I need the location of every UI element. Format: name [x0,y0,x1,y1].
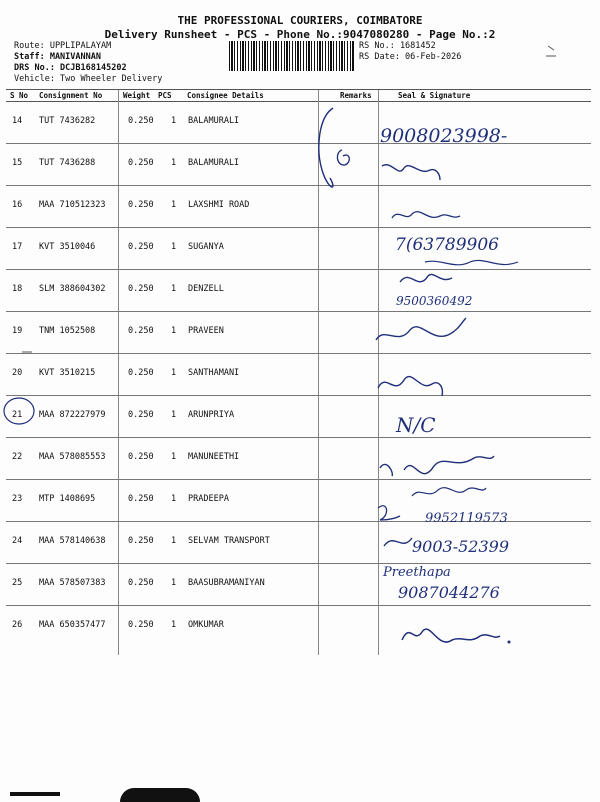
row-pcs: 1 [171,242,177,252]
row-consignee: DENZELL [188,284,224,294]
row-pcs: 1 [171,158,177,168]
row-consignment: MAA 578507383 [39,578,106,588]
row-consignment: KVT 3510215 [39,368,96,378]
table-row [6,396,591,438]
table-row [6,606,591,647]
header-weight: Weight [123,91,151,100]
table-row [6,186,591,228]
row-consignee: SUGANYA [188,242,224,252]
header-consignee: Consignee Details [187,91,264,100]
row-consignment: MAA 650357477 [39,620,106,630]
row-consignee: MANUNEETHI [188,452,240,462]
row-pcs: 1 [171,620,177,630]
row-weight: 0.250 [128,494,154,504]
runsheet-table [6,89,591,655]
header-remarks: Remarks [340,91,372,100]
row-sno: 16 [12,200,23,210]
handwritten-phone: 9087044276 [398,583,500,602]
row-consignee: LAXSHMI ROAD [188,200,250,210]
handwritten-phone: 9500360492 [396,294,473,308]
rs-date: RS Date: 06-Feb-2026 [359,52,462,62]
row-weight: 0.250 [128,578,154,588]
route-text: Route: UPPLIPALAYAM [14,41,112,51]
runsheet-right-info [359,41,461,63]
row-pcs: 1 [171,452,177,462]
header-sno: S No [10,91,29,100]
row-sno: 17 [12,242,23,252]
table-header [6,90,591,102]
row-sno: 14 [12,116,23,126]
barcode-image [229,41,355,71]
row-pcs: 1 [171,494,177,504]
row-consignee: BAASUBRAMANIYAN [188,578,265,588]
header-seal: Seal & Signature [398,91,471,100]
row-sno: 20 [12,368,23,378]
row-weight: 0.250 [128,452,154,462]
table-row [6,480,591,522]
header-consignment: Consignment No [39,91,103,100]
row-pcs: 1 [171,536,177,546]
row-consignee: BALAMURALI [188,116,240,126]
handwritten-phone: 7(63789906 [395,235,499,255]
row-pcs: 1 [171,200,177,210]
row-sno: 26 [12,620,23,630]
row-consignee: OMKUMAR [188,620,224,630]
table-row [6,144,591,186]
row-consignment: MAA 710512323 [39,200,106,210]
row-consignment: TUT 7436288 [39,158,96,168]
runsheet-left-info [14,41,162,85]
table-row [6,312,591,354]
row-weight: 0.250 [128,284,154,294]
row-weight: 0.250 [128,116,154,126]
row-consignee: ARUNPRIYA [188,410,235,420]
row-pcs: 1 [171,326,177,336]
drs-number: DRS No.: DCJB168145202 [14,63,127,73]
row-weight: 0.250 [128,200,154,210]
row-consignee: PRADEEPA [188,494,229,504]
row-consignment: MAA 578085553 [39,452,106,462]
row-consignment: TUT 7436282 [39,116,96,126]
row-weight: 0.250 [128,368,154,378]
row-pcs: 1 [171,410,177,420]
row-pcs: 1 [171,368,177,378]
row-sno: 21 [12,410,23,420]
handwritten-phone: 9003-52399 [412,537,510,556]
staff-text: Staff: MANIVANNAN [14,52,101,62]
table-row [6,270,591,312]
row-consignment: MTP 1408695 [39,494,96,504]
row-pcs: 1 [171,116,177,126]
row-consignee: BALAMURALI [188,158,240,168]
table-row [6,522,591,564]
row-sno: 23 [12,494,23,504]
row-weight: 0.250 [128,158,154,168]
row-pcs: 1 [171,578,177,588]
handwritten-nc: N/C [396,413,436,437]
table-row [6,438,591,480]
row-consignee: SELVAM TRANSPORT [188,536,270,546]
row-weight: 0.250 [128,326,154,336]
rs-number: RS No.: 1681452 [359,41,436,51]
row-sno: 22 [12,452,23,462]
row-consignment: SLM 388604302 [39,284,106,294]
table-row [6,354,591,396]
row-weight: 0.250 [128,410,154,420]
table-row [6,564,591,606]
table-row [6,228,591,270]
row-sno: 19 [12,326,23,336]
row-sno: 24 [12,536,23,546]
row-consignment: TNM 1052508 [39,326,96,336]
row-weight: 0.250 [128,242,154,252]
table-row [6,102,591,144]
row-sno: 25 [12,578,23,588]
vehicle-text: Vehicle: Two Wheeler Delivery [14,74,163,84]
runsheet-subtitle: Delivery Runsheet - PCS - Phone No.:9047080280 - Page No.:2 [104,28,496,41]
handwritten-phone: 9008023998- [380,125,508,147]
row-consignee: SANTHAMANI [188,368,240,378]
row-sno: 15 [12,158,23,168]
scan-mark [546,46,556,56]
row-pcs: 1 [171,284,177,294]
row-consignment: MAA 872227979 [39,410,106,420]
row-consignment: KVT 3510046 [39,242,96,252]
scan-blot [10,792,60,796]
row-weight: 0.250 [128,536,154,546]
row-sno: 18 [12,284,23,294]
row-consignee: PRAVEEN [188,326,224,336]
handwritten-name: Preethapa [383,565,451,580]
row-weight: 0.250 [128,620,154,630]
company-title: THE PROFESSIONAL COURIERS, COIMBATORE [177,14,423,27]
row-consignment: MAA 578140638 [39,536,106,546]
header-pcs: PCS [158,91,172,100]
handwritten-phone: 9952119573 [425,511,508,526]
